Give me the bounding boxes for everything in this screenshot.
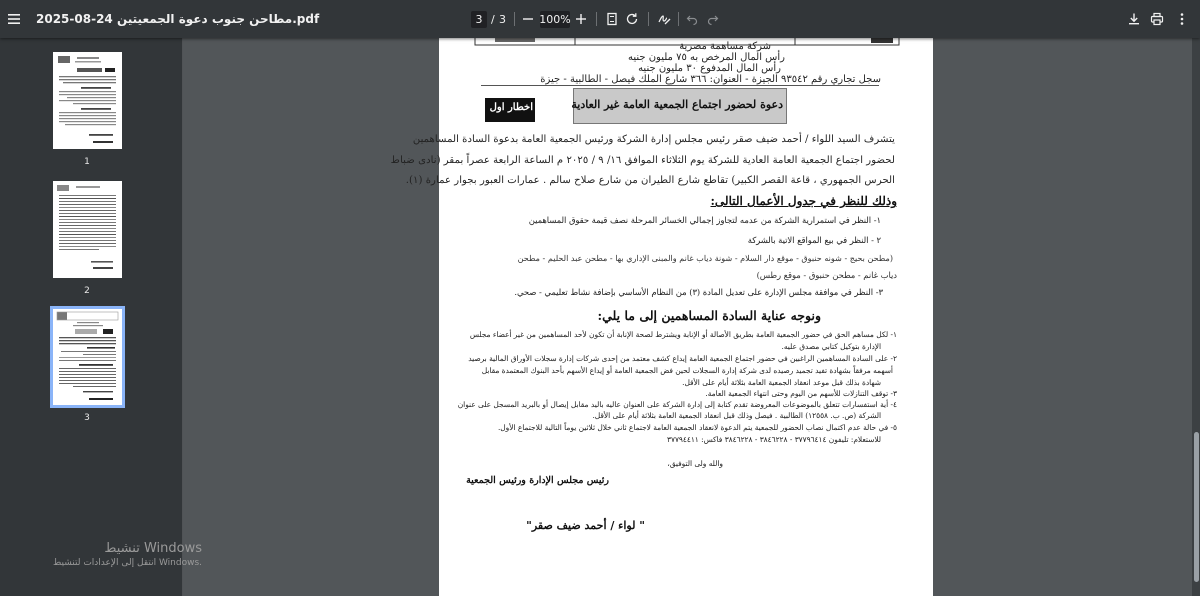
capital-paid: رأس المال المدفوع ٣٠ مليون جنيه <box>638 63 781 74</box>
note-2-line-3: شهادة بذلك قبل موعد انعقاد الجمعية العامة بثلاثة أيام على الأقل. <box>682 378 881 387</box>
signatory-name: " لواء / أحمد ضيف صقر" <box>526 519 645 532</box>
notice-badge: اخطار اول <box>489 102 533 113</box>
note-1-line-2: الإدارة بتوكيل كتابي مصدق عليه. <box>781 342 881 351</box>
toolbar-divider <box>678 12 679 26</box>
intro-line-3: الحرس الجمهوري ، قاعة القصر الكبير) تقاطع شارع الطيران من شارع صلاح سالم . عمارات العبور بجوار عمارة (١). <box>405 175 895 186</box>
vertical-scrollbar-thumb[interactable] <box>1194 432 1199 582</box>
pdf-page <box>390 38 933 596</box>
toolbar-divider <box>648 12 649 26</box>
document-title: مطاحن جنوب دعوة الجمعيتين 24-08-2025.pdf <box>36 12 320 26</box>
thumbnail-label-3: 3 <box>84 413 90 423</box>
capital-licensed: رأس المال المرخص به ٧٥ مليون جنيه <box>627 52 785 63</box>
annotate-icon[interactable] <box>654 9 674 29</box>
agenda-item-2-detail-1: (مطحن بحيج - شونه حنبوق - موقع دار السلام - شونة دياب غانم والمبنى الإداري بها - مطحن عبد الحليم - مطحن <box>517 253 893 263</box>
menu-icon[interactable] <box>6 11 22 27</box>
watermark-line-2: انتقل إلى الإعدادات لتنشيط Windows. <box>53 558 202 568</box>
page-thumbnail-3[interactable] <box>53 309 122 405</box>
zoom-input[interactable]: 100% <box>539 13 571 26</box>
download-icon[interactable] <box>1124 9 1144 29</box>
agenda-item-2-detail-2: دياب غانم - مطحن حنبوق - موقع رطس) <box>756 270 897 280</box>
signatory-title: رئيس مجلس الإدارة ورئيس الجمعية <box>466 475 609 486</box>
note-4-line-2: الشركة (ص. ب. ١٢٥٥٨) الطالبية . فيصل وذلك قبل انعقاد الجمعية العامة بثلاثة أيام على الأقل. <box>592 411 881 420</box>
header-rule <box>481 85 879 86</box>
intro-line-2: لحضور اجتماع الجمعية العامة العادية للشركة يوم الثلاثاء الموافق ١٦/ ٩ / ٢٠٢٥ م الساعة الرابعة عصراً بمقر (نادى ضباط <box>390 155 895 166</box>
more-options-icon[interactable] <box>1172 9 1192 29</box>
page-separator: / <box>491 13 495 26</box>
agenda-item-3: ٣- النظر في موافقة مجلس الإدارة على تعديل المادة (٣) من النظام الأساسي بإضافة نشاط تعليمي - صحي. <box>514 287 883 297</box>
thumbnail-label-2: 2 <box>84 286 90 296</box>
toolbar-divider <box>514 12 515 26</box>
print-icon[interactable] <box>1147 9 1167 29</box>
undo-icon[interactable] <box>682 9 702 29</box>
intro-line-1: يتشرف السيد اللواء / أحمد ضيف صقر رئيس مجلس إدارة الشركة ورئيس الجمعية العامة بدعوة السادة المساهمين <box>412 134 895 145</box>
watermark-line-1: تنشيط Windows <box>104 541 202 556</box>
redo-icon[interactable] <box>703 9 723 29</box>
note-3: ٣- توقف التنازلات للأسهم من اليوم وحتى انتهاء الجمعية العامة. <box>705 389 897 398</box>
note-5: ٥- في حالة عدم اكتمال نصاب الحضور للجمعية يتم الدعوة لانعقاد الجمعية العامة لاجتماع ثاني خلال ثلاثين يوماً التالية للاجتماع الأول. <box>497 423 897 432</box>
rotate-icon[interactable] <box>622 9 642 29</box>
agenda-heading: وذلك للنظر في جدول الأعمال التالى: <box>710 194 897 208</box>
zoom-in-icon[interactable] <box>571 9 591 29</box>
pdf-toolbar <box>0 0 1200 38</box>
note-2-line-1: ٢- على السادة المساهمين الراغبين في حضور اجتماع الجمعية العامة إيداع كشف معتمد من إحدى شركات إدارة سجلات الأوراق المالية برصيد <box>468 354 897 363</box>
page-total: 3 <box>499 13 506 26</box>
agenda-item-2: ٢ - النظر في بيع المواقع الاتية بالشركة <box>747 235 881 245</box>
page-number-input[interactable]: 3 <box>471 11 487 28</box>
company-type: شركة مساهمة مصرية <box>679 41 771 52</box>
windows-activation-watermark <box>52 541 202 568</box>
note-2-line-2: أسهمه مرفقاً بشهادة تفيد تجميد رصيده لدى شركة إدارة السجلات لحين فض الجمعية العامة أو إيداع الأسهم بأحد البنوك المعتمدة مقابل <box>481 366 893 375</box>
zoom-out-icon[interactable] <box>518 9 538 29</box>
agenda-item-1: ١- النظر في استمرارية الشركة من عدمه لتجاوز إجمالي الخسائر المرحلة نصف قيمة حقوق المساهمين <box>528 215 881 225</box>
company-registry: سجل تجاري رقم ٩٣٥٤٢ الجيزة - العنوان: ٣٦٦ شارع الملك فيصل - الطالبية - جيزة <box>540 74 881 85</box>
notice-heading: ونوجه عناية السادة المساهمين إلى ما يلي: <box>597 308 821 323</box>
thumbnail-label-1: 1 <box>84 157 90 167</box>
contact-line: للاستعلام: تليفون ٣٧٧٩٦٤١٤ - ٣٨٤٦٢٢٨ - ٣٨٤٦٢٢٨ فاكس: ٣٧٧٩٤٤١١ <box>667 435 881 444</box>
toolbar-divider <box>596 12 597 26</box>
closing-line: والله ولى التوفيق، <box>667 459 723 468</box>
page-thumbnail-1[interactable] <box>53 52 122 149</box>
invitation-title: دعوة لحضور اجتماع الجمعية العامة غير العادية <box>571 98 783 111</box>
fit-to-page-icon[interactable] <box>602 9 622 29</box>
page-thumbnail-2[interactable] <box>53 181 122 278</box>
note-4-line-1: ٤- أية استفسارات تتعلق بالموضوعات المعروضة تقدم كتابة إلى إدارة الشركة على العنوان عاليه باليد مقابل إيصال أو بالبريد المسجل على عنوان <box>457 400 897 409</box>
note-1-line-1: ١- لكل مساهم الحق في حضور الجمعية العامة بطريق الأصالة أو الإنابة ويشترط لصحة الإنابة أن تكون لأحد المساهمين من غير أعضاء مجلس <box>469 330 897 339</box>
